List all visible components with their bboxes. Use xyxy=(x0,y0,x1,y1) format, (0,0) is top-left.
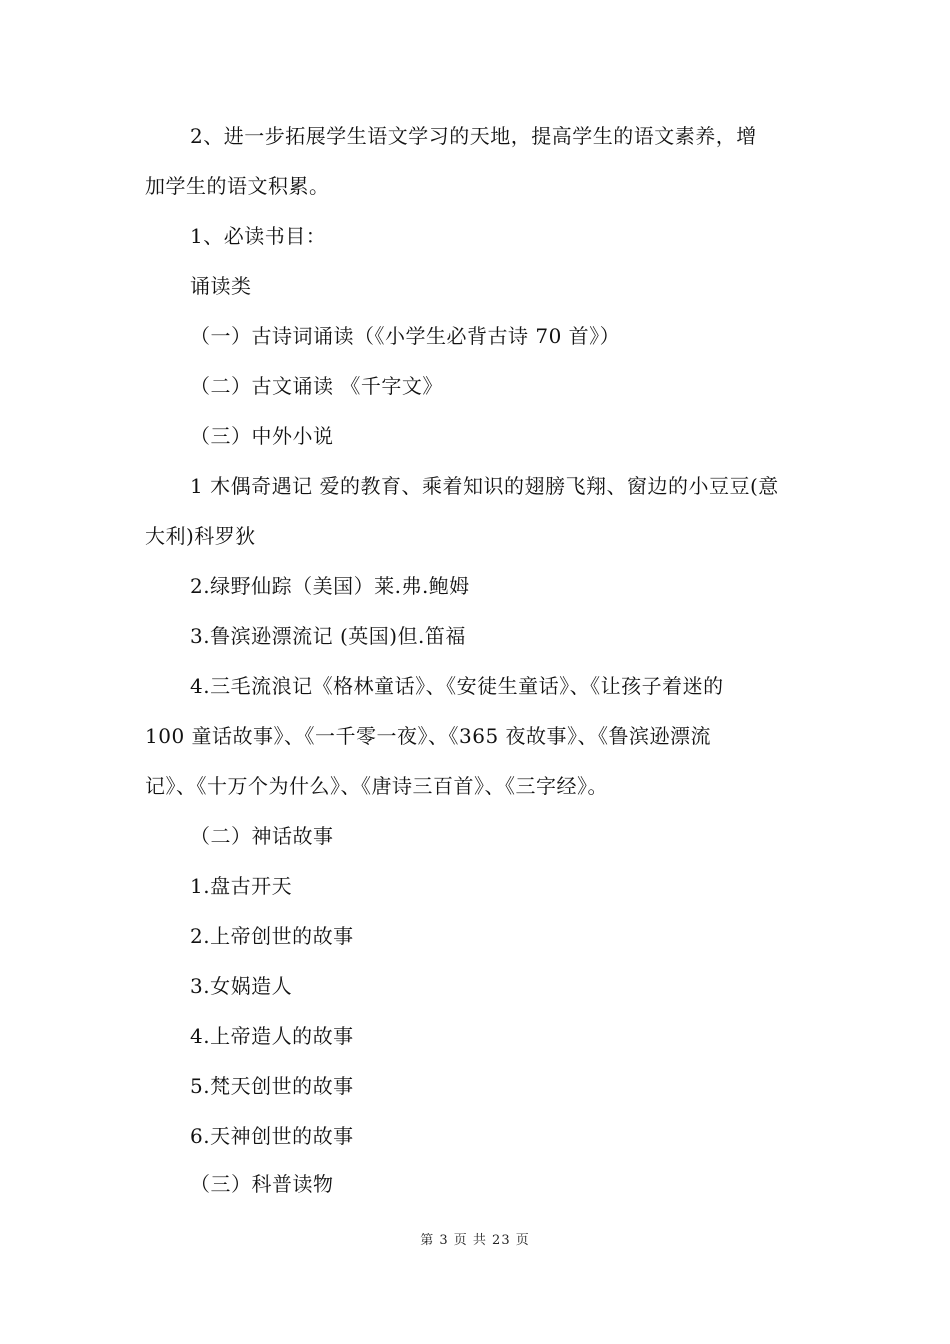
text-line: 诵读类 xyxy=(190,274,252,298)
text-line: 记》、《十万个为什么》、《唐诗三百首》、《三字经》。 xyxy=(145,774,608,798)
page-footer: 第 3 页 共 23 页 xyxy=(420,1233,530,1248)
text-line: （二）神话故事 xyxy=(190,824,334,848)
text-line: 3.女娲造人 xyxy=(190,974,293,998)
text-line: 加学生的语文积累。 xyxy=(145,174,330,198)
text-line: （二）古文诵读 《千字文》 xyxy=(190,374,443,398)
text-line: 4.三毛流浪记《格林童话》、《安徒生童话》、《让孩子着迷的 xyxy=(190,674,724,698)
text-line: 1.盘古开天 xyxy=(190,874,293,898)
text-line: 1 木偶奇遇记 爱的教育、乘着知识的翅膀飞翔、窗边的小豆豆(意 xyxy=(190,474,779,498)
text-line: 大利)科罗狄 xyxy=(145,524,256,548)
text-line: 6.天神创世的故事 xyxy=(190,1124,354,1148)
text-line: 5.梵天创世的故事 xyxy=(190,1074,354,1098)
text-line: 1、必读书目： xyxy=(190,224,327,248)
text-line: 2.绿野仙踪（美国）莱.弗.鲍姆 xyxy=(190,574,470,598)
text-line: 100 童话故事》、《一千零一夜》、《365 夜故事》、《鲁滨逊漂流 xyxy=(145,724,712,748)
text-line: （三）中外小说 xyxy=(190,424,334,448)
text-line: 4.上帝造人的故事 xyxy=(190,1024,354,1048)
text-line: 3.鲁滨逊漂流记 (英国)但.笛福 xyxy=(190,624,466,648)
text-line: （一）古诗词诵读（《小学生必背古诗 70 首》） xyxy=(190,324,621,348)
text-line: （三）科普读物 xyxy=(190,1172,334,1196)
text-line: 2、进一步拓展学生语文学习的天地，提高学生的语文素养，增 xyxy=(190,124,757,148)
text-line: 2.上帝创世的故事 xyxy=(190,924,354,948)
